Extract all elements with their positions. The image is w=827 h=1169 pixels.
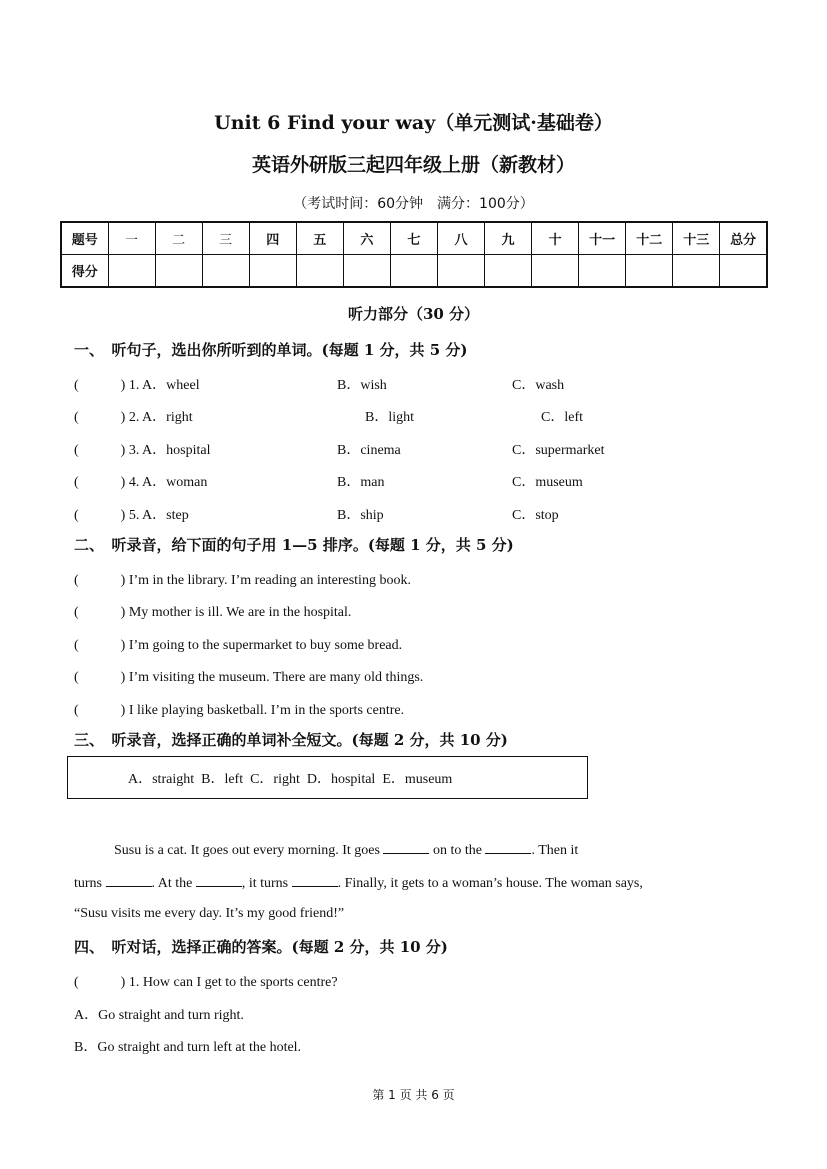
section2-title: 二、 听录音，给下面的句子用 1—5 排序。(每题 1 分，共 5 分) (74, 536, 514, 554)
score-cell[interactable] (202, 255, 249, 288)
page-footer: 第 1 页 共 6 页 (372, 1088, 455, 1102)
score-table-cell: 八 (437, 222, 484, 255)
question-5-b: B．ship (337, 508, 384, 523)
question-1-c: C．wash (512, 378, 565, 393)
section3-title: 三、 听录音，选择正确的单词补全短文。(每题 2 分，共 10 分) (74, 731, 508, 749)
score-table-cell: 四 (249, 222, 296, 255)
blank-4[interactable] (196, 874, 242, 887)
score-cell[interactable] (626, 255, 673, 288)
score-table-cell: 三 (202, 222, 249, 255)
question-3-b: B．cinema (337, 443, 401, 458)
question-5-c: C．stop (512, 508, 559, 523)
listening-heading: 听力部分（30 分） (347, 305, 480, 323)
passage-text: . Then it (531, 843, 579, 858)
ordering-sentence: ( ) I like playing basketball. I’m in the sports centre. (74, 703, 405, 718)
ordering-sentence: ( ) I’m in the library. I’m reading an interesting book. (74, 573, 411, 588)
question-4-b: B．man (337, 475, 385, 490)
blank-1[interactable] (383, 841, 429, 854)
dialogue-option-b: B．Go straight and turn left at the hotel. (74, 1040, 302, 1055)
page-title: Unit 6 Find your way（单元测试·基础卷） (214, 112, 613, 134)
question-2-b: B．light (365, 410, 415, 425)
score-cell[interactable] (532, 255, 579, 288)
ordering-sentence: ( ) I’m going to the supermarket to buy some bread. (74, 638, 403, 653)
score-table-header-row (61, 222, 767, 255)
score-table-cell: 九 (485, 222, 532, 255)
section1-title: 一、 听句子，选出你所听到的单词。(每题 1 分，共 5 分) (74, 341, 468, 359)
dialogue-option-a: A．Go straight and turn right. (74, 1008, 244, 1023)
dialogue-question-1: ( ) 1. How can I get to the sports centre? (74, 975, 338, 990)
blank-2[interactable] (485, 841, 531, 854)
passage-line-3: “Susu visits me every day. It’s my good friend!” (74, 906, 345, 921)
score-table-cell: 题号 (61, 222, 108, 255)
score-cell[interactable] (579, 255, 626, 288)
score-cell[interactable] (390, 255, 437, 288)
exam-info: （考试时间：60分钟 满分：100分） (293, 196, 534, 212)
passage-text: Susu is a cat. It goes out every morning. It goes (114, 843, 380, 858)
passage-text: , it turns (241, 876, 289, 891)
score-cell[interactable] (155, 255, 202, 288)
question-4-a: ( ) 4. A．woman (74, 475, 208, 490)
score-cell[interactable] (720, 255, 767, 288)
score-table-cell: 五 (296, 222, 343, 255)
passage-text: turns (74, 876, 102, 891)
score-table-cell: 七 (390, 222, 437, 255)
blank-3[interactable] (106, 874, 152, 887)
word-options: A．straight B．left C．right D．hospital E．museum (128, 771, 453, 787)
question-3-c: C．supermarket (512, 443, 605, 458)
ordering-sentence: ( ) I’m visiting the museum. There are many old things. (74, 670, 424, 685)
score-table-cell: 一 (108, 222, 155, 255)
score-table-cell: 六 (343, 222, 390, 255)
score-table-cell: 十二 (626, 222, 673, 255)
word-options-box (67, 756, 588, 799)
score-cell[interactable] (296, 255, 343, 288)
question-2-a: ( ) 2. A．right (74, 410, 193, 425)
passage-text: . Finally, it gets to a woman’s house. The woman says, (337, 876, 643, 891)
score-table-cell: 十一 (579, 222, 626, 255)
score-table-score-row (61, 255, 767, 288)
score-table-label: 得分 (61, 255, 108, 288)
score-cell[interactable] (437, 255, 484, 288)
passage-text: . At the (151, 876, 193, 891)
score-table (60, 221, 768, 288)
score-table-cell: 十三 (673, 222, 720, 255)
score-cell[interactable] (343, 255, 390, 288)
passage-line-1 (74, 841, 754, 859)
score-table-cell: 总分 (720, 222, 767, 255)
blank-5[interactable] (292, 874, 338, 887)
question-4-c: C．museum (512, 475, 583, 490)
score-cell[interactable] (249, 255, 296, 288)
question-2-c: C．left (541, 410, 583, 425)
score-table-cell: 二 (155, 222, 202, 255)
passage-text: on to the (432, 843, 482, 858)
question-3-a: ( ) 3. A．hospital (74, 443, 211, 458)
score-cell[interactable] (108, 255, 155, 288)
page-subtitle: 英语外研版三起四年级上册（新教材） (251, 154, 575, 176)
score-table-cell: 十 (532, 222, 579, 255)
question-1-b: B．wish (337, 378, 387, 393)
question-1-a: ( ) 1. A．wheel (74, 378, 200, 393)
ordering-sentence: ( ) My mother is ill. We are in the hospital. (74, 605, 352, 620)
section4-title: 四、 听对话，选择正确的答案。(每题 2 分，共 10 分) (74, 938, 448, 956)
score-cell[interactable] (485, 255, 532, 288)
question-5-a: ( ) 5. A．step (74, 508, 189, 523)
passage-line-2 (74, 874, 754, 892)
score-cell[interactable] (673, 255, 720, 288)
